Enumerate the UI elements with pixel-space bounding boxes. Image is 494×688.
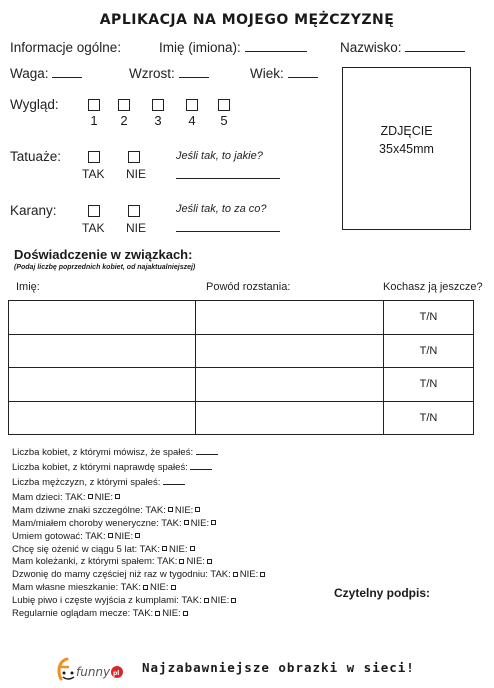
still-love-cell[interactable]: T/N (384, 334, 474, 368)
column-reason: Powód rozstania: (206, 281, 291, 293)
question-yes-checkbox[interactable] (179, 559, 184, 564)
photo-size: 35x45mm (379, 142, 434, 156)
question-no-checkbox[interactable] (211, 520, 216, 525)
question-yes-checkbox[interactable] (233, 572, 238, 577)
question-yes-checkbox[interactable] (184, 520, 189, 525)
column-still-love: Kochasz ją jeszcze? (383, 281, 483, 293)
footer-slogan: Najzabawniejsze obrazki w sieci! (142, 660, 415, 675)
still-love-cell[interactable]: T/N (384, 368, 474, 402)
count-real-item (12, 461, 212, 473)
name-cell[interactable] (9, 401, 196, 435)
record-no-label: NIE (126, 221, 147, 235)
form-title: APLIKACJA NA MOJEGO MĘŻCZYZNĘ (99, 12, 395, 28)
question-text: Mam dziwne znaki szczególne: (12, 504, 143, 516)
question-no-label: NIE: (186, 556, 205, 568)
weight-field[interactable] (10, 66, 82, 81)
tattoos-label: Tatuaże: (10, 149, 62, 164)
question-item (12, 505, 267, 518)
question-yes-checkbox[interactable] (162, 546, 167, 551)
question-no-checkbox[interactable] (135, 533, 140, 538)
appearance-checkbox-4[interactable] (186, 99, 198, 111)
table-row (9, 301, 474, 335)
question-item (12, 582, 267, 595)
age-label: Wiek: (250, 66, 284, 81)
question-yes-checkbox[interactable] (143, 585, 148, 590)
signature-label: Czytelny podpis: (334, 586, 431, 600)
first-name-label: Imię (imiona): (159, 40, 241, 55)
weight-label: Waga: (10, 66, 49, 81)
question-no-label: NIE: (190, 517, 210, 529)
still-love-cell[interactable]: T/N (384, 401, 474, 435)
question-no-checkbox[interactable] (183, 611, 188, 616)
still-love-cell[interactable]: T/N (384, 301, 474, 335)
question-yes-label: TAK: (157, 556, 178, 568)
question-no-label: NIE: (114, 530, 134, 542)
question-text: Mam własne mieszkanie: (12, 582, 119, 594)
reason-cell[interactable] (196, 401, 384, 435)
age-field[interactable] (250, 66, 318, 81)
question-item (12, 492, 267, 505)
tattoos-no-checkbox[interactable] (128, 151, 140, 163)
question-yes-checkbox[interactable] (88, 494, 93, 499)
photo-label: ZDJĘCIE (380, 124, 433, 138)
question-item (12, 608, 267, 621)
table-row (9, 334, 474, 368)
record-yes-label: TAK (82, 221, 105, 235)
appearance-scale-4: 4 (188, 113, 196, 128)
weight-line[interactable] (52, 66, 82, 78)
appearance-scale-2: 2 (120, 113, 128, 128)
appearance-checkbox-1[interactable] (88, 99, 100, 111)
question-no-label: NIE: (174, 504, 194, 516)
question-no-checkbox[interactable] (231, 598, 236, 603)
surname-label: Nazwisko: (340, 40, 402, 55)
question-text: Lubię piwo i częste wyjścia z kumplami: (12, 595, 179, 607)
question-no-label: NIE: (239, 569, 259, 581)
question-yes-checkbox[interactable] (204, 598, 209, 603)
name-cell[interactable] (9, 334, 196, 368)
question-no-checkbox[interactable] (171, 585, 176, 590)
photo-box[interactable] (342, 67, 471, 230)
tattoos-no-label: NIE (126, 167, 147, 181)
question-item (12, 556, 267, 569)
questions-list (12, 492, 267, 621)
funny-logo[interactable] (52, 653, 124, 683)
reason-cell[interactable] (196, 334, 384, 368)
question-no-checkbox[interactable] (260, 572, 265, 577)
appearance-scale-5: 5 (220, 113, 228, 128)
question-item (12, 544, 267, 557)
question-no-label: NIE: (210, 595, 230, 607)
height-field[interactable] (129, 66, 209, 81)
relationships-heading: Doświadczenie w związkach: (14, 247, 193, 262)
appearance-scale-3: 3 (154, 113, 162, 128)
tattoos-yes-checkbox[interactable] (88, 151, 100, 163)
appearance-label: Wygląd: (10, 97, 59, 112)
table-row (9, 401, 474, 435)
question-item (12, 569, 267, 582)
name-cell[interactable] (9, 301, 196, 335)
question-text: Umiem gotować: (12, 530, 83, 542)
record-no-checkbox[interactable] (128, 205, 140, 217)
question-no-label: NIE: (94, 492, 114, 503)
record-yes-checkbox[interactable] (88, 205, 100, 217)
count-said-item (12, 446, 218, 458)
table-row (9, 368, 474, 402)
question-yes-checkbox[interactable] (155, 611, 160, 616)
question-text: Regularnie oglądam mecze: (12, 608, 131, 620)
question-yes-label: TAK: (139, 543, 161, 555)
surname-line[interactable] (405, 40, 465, 52)
count-real-label: Liczba kobiet, z którymi naprawdę spałeś: (12, 462, 188, 473)
question-yes-label: TAK: (85, 530, 106, 542)
question-text: Mam koleżanki, z którymi spałem: (12, 556, 155, 568)
question-text: Mam dzieci: (12, 492, 63, 503)
funny-logo-text: funny (76, 665, 111, 679)
count-real-line[interactable] (190, 461, 212, 470)
count-said-line[interactable] (196, 446, 218, 455)
record-label: Karany: (10, 203, 57, 218)
question-yes-label: TAK: (65, 492, 86, 503)
record-followup: Jeśli tak, to za co? (176, 203, 267, 215)
question-no-checkbox[interactable] (190, 546, 195, 551)
question-yes-label: TAK: (181, 595, 202, 607)
question-item (12, 531, 267, 544)
question-yes-label: TAK: (161, 517, 182, 529)
funny-logo-icon (52, 653, 124, 683)
height-label: Wzrost: (129, 66, 175, 81)
question-yes-checkbox[interactable] (168, 507, 173, 512)
question-text: Mam/miałem choroby weneryczne: (12, 517, 159, 529)
question-no-checkbox[interactable] (207, 559, 212, 564)
first-name-line[interactable] (245, 40, 307, 52)
count-said-label: Liczba kobiet, z którymi mówisz, że spałeś: (12, 447, 194, 458)
tattoos-answer-line[interactable] (176, 178, 280, 179)
relationships-table (8, 300, 474, 435)
question-item (12, 595, 267, 608)
question-yes-label: TAK: (120, 582, 142, 594)
count-men-label: Liczba mężczyzn, z którymi spałeś: (12, 477, 161, 488)
name-cell[interactable] (9, 368, 196, 402)
question-no-checkbox[interactable] (115, 494, 120, 499)
count-men-line[interactable] (163, 476, 185, 485)
count-men-item (12, 476, 185, 488)
surname-field[interactable] (340, 40, 465, 55)
question-item (12, 518, 267, 531)
question-yes-checkbox[interactable] (108, 533, 113, 538)
height-line[interactable] (179, 66, 209, 78)
question-text: Chcę się ożenić w ciągu 5 lat: (12, 543, 138, 555)
appearance-scale-1: 1 (90, 113, 98, 128)
funny-logo-suffix: pl (113, 670, 120, 677)
first-name-field[interactable] (159, 40, 307, 55)
question-text: Dzwonię do mamy częściej niż raz w tygodniu: (12, 569, 208, 581)
question-no-label: NIE: (162, 608, 181, 620)
age-line[interactable] (288, 66, 318, 78)
question-yes-label: TAK: (210, 569, 231, 581)
appearance-checkbox-2[interactable] (118, 99, 130, 111)
appearance-checkbox-5[interactable] (218, 99, 230, 111)
appearance-checkbox-3[interactable] (152, 99, 164, 111)
record-answer-line[interactable] (176, 231, 280, 232)
reason-cell[interactable] (196, 301, 384, 335)
question-yes-label: TAK: (132, 608, 154, 620)
general-info-label: Informacje ogólne: (10, 40, 122, 55)
question-no-checkbox[interactable] (195, 507, 200, 512)
tattoos-followup: Jeśli tak, to jakie? (176, 150, 263, 162)
question-no-label: NIE: (150, 582, 169, 594)
reason-cell[interactable] (196, 368, 384, 402)
relationships-hint: (Podaj liczbę poprzednich kobiet, od najaktualniejszej) (14, 264, 196, 271)
question-no-label: NIE: (169, 543, 188, 555)
question-yes-label: TAK: (145, 504, 166, 516)
tattoos-yes-label: TAK (82, 167, 105, 181)
column-name: Imię: (16, 281, 40, 293)
